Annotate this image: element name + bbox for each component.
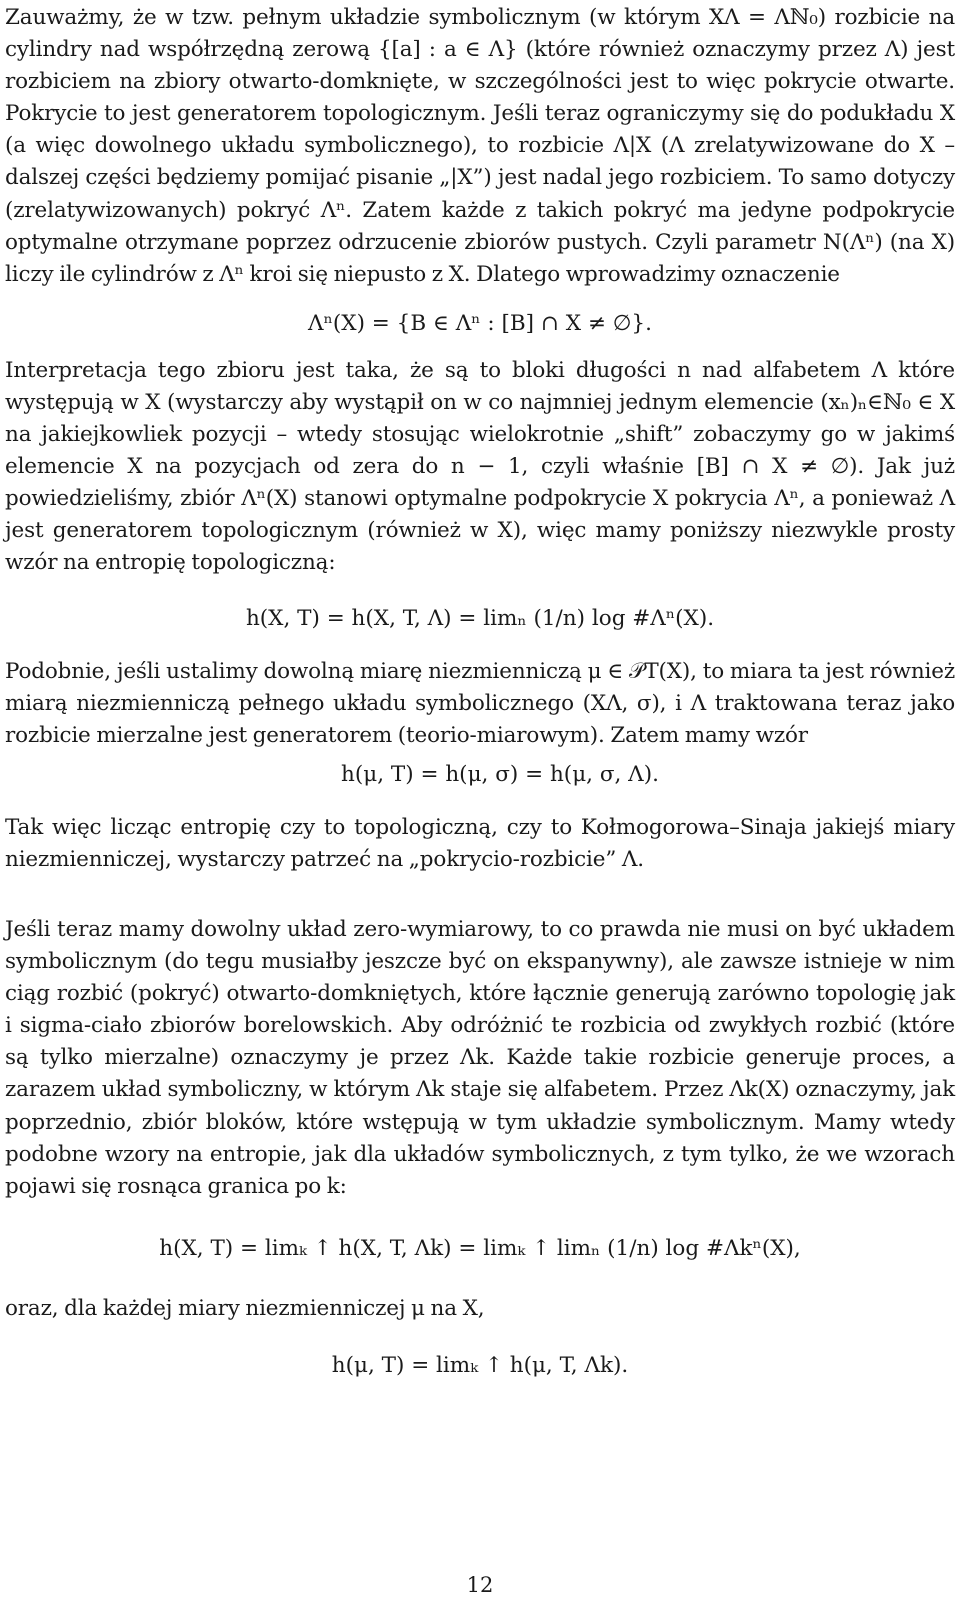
equation-4: h(X, T) = limₖ ↑ h(X, T, Λk) = limₖ ↑ limₙ (1/n) log #Λkⁿ(X),: [159, 1235, 801, 1261]
paragraph-3: Podobnie, jeśli ustalimy dowolną miarę niezmienniczą μ ∈ 𝒫T(X), to miara ta jest również miarą niezmienniczą pełnego układu symbolicznego (XΛ, σ), i Λ traktowana teraz jako rozbicie mierzalne jest generatorem (teorio-miarowym). Zatem mamy wzór: [5, 658, 955, 748]
equation-5: h(μ, T) = limₖ ↑ h(μ, T, Λk).: [331, 1352, 629, 1378]
paragraph-4: Tak więc licząc entropię czy to topologiczną, czy to Kołmogorowa–Sinaja jakiejś miary niezmienniczej, wystarczy patrzeć na „pokrycio-rozbicie” Λ.: [5, 814, 955, 872]
paragraph-6: oraz, dla każdej miary niezmienniczej μ na X,: [5, 1295, 485, 1321]
paragraph-5: Jeśli teraz mamy dowolny układ zero-wymiarowy, to co prawda nie musi on być układem symbolicznym (do tegu musiałby jeszcze być on ekspanywny), ale zawsze istnieje w nim ciąg rozbić (pokryć) otwarto-domkniętych, które łącznie generują zarówno topologię jak i sigma-ciało zbiorów borelowskich. Aby odróżnić te rozbicia od zwykłych rozbić (które są tylko mierzalne) oznaczymy je przez Λk. Każde takie rozbicie generuje proces, a zarazem układ symboliczny, w którym Λk staje się alfabetem. Przez Λk(X) oznaczymy, jak poprzednio, zbiór bloków, które wstępują w tym układzie symbolicznym. Mamy wtedy podobne wzory na entropie, jak dla układów symbolicznych, z tym tylko, że we wzorach pojawi się rosnąca granica po k:: [5, 916, 955, 1199]
document-page: [5, 0, 955, 1409]
page-number: 12: [466, 1573, 494, 1597]
paragraph-1: Zauważmy, że w tzw. pełnym układzie symbolicznym (w którym XΛ = Λℕ₀) rozbicie na cylindry nad współrzędną zerową {[a] : a ∈ Λ} (które również oznaczymy przez Λ) jest rozbiciem na zbiory otwarto-domknięte, w szczególności jest to więc pokrycie otwarte. Pokrycie to jest generatorem topologicznym. Jeśli teraz ograniczymy się do podukładu X (a więc dowolnego układu symbolicznego), to rozbicie Λ|X (Λ zrelatywizowane do X – dalszej części będziemy pomijać pisanie „|X”) jest nadal jego rozbiciem. To samo dotyczy (zrelatywizowanych) pokryć Λⁿ. Zatem każde z takich pokryć ma jedyne podpokrycie optymalne otrzymane poprzez odrzucenie zbiorów pustych. Czyli parametr N(Λⁿ) (na X) liczy ile cylindrów z Λⁿ kroi się niepusto z X. Dlatego wprowadzimy oznaczenie: [5, 5, 955, 287]
paragraph-2: Interpretacja tego zbioru jest taka, że są to bloki długości n nad alfabetem Λ które występują w X (wystarczy aby wystąpił on w co najmniej jednym elemencie (xₙ)ₙ∈ℕ₀ ∈ X na jakiejkowliek pozycji – wtedy stosując wielokrotnie „shift” zobaczymy go w jakimś elemencie X na pozycjach od zera do n − 1, czyli właśnie [B] ∩ X ≠ ∅). Jak już powiedzieliśmy, zbiór Λⁿ(X) stanowi optymalne podpokrycie X pokrycia Λⁿ, a ponieważ Λ jest generatorem topologicznym (również w X), więc mamy poniższy niezwykle prosty wzór na entropię topologiczną:: [5, 357, 955, 576]
equation-3: h(μ, T) = h(μ, σ) = h(μ, σ, Λ).: [341, 761, 659, 787]
equation-2: h(X, T) = h(X, T, Λ) = limₙ (1/n) log #Λⁿ(X).: [245, 605, 715, 631]
equation-1: Λⁿ(X) = {B ∈ Λⁿ : [B] ∩ X ≠ ∅}.: [308, 310, 652, 336]
